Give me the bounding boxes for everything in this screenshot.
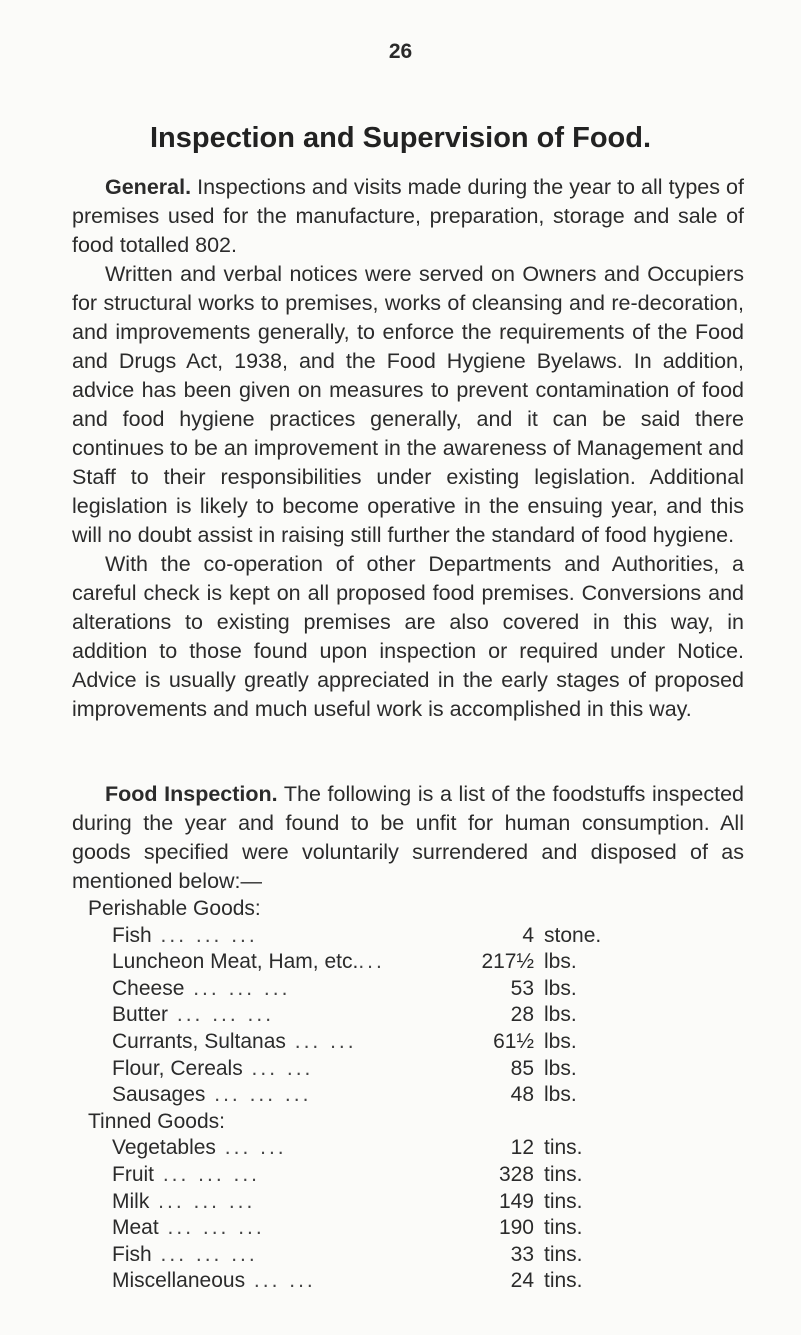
leader-dots: ... ... ... — [168, 1003, 275, 1027]
item-name-text: Currants, Sultanas — [112, 1029, 286, 1053]
food-inspection-text: The following is a list of the foodstuffs inspected during the year and found to be unfit for human consumption. All goods specified were voluntarily surrendered and disposed of as mentioned below:— — [72, 782, 744, 893]
item-name-text: Flour, Cereals — [112, 1056, 243, 1080]
list-item — [88, 923, 728, 950]
item-quantity: 217½ — [481, 950, 534, 974]
leader-dots: ... ... ... — [151, 923, 258, 947]
leader-dots: ... ... ... — [158, 1216, 265, 1240]
item-name — [88, 1029, 474, 1056]
item-quantity: 48 — [510, 1083, 534, 1107]
tinned-heading: Tinned Goods: — [88, 1109, 225, 1133]
item-name-text: Meat — [112, 1216, 159, 1240]
item-name — [88, 1215, 474, 1242]
leader-dots: ... ... ... — [205, 1083, 312, 1107]
list-item — [88, 976, 728, 1003]
general-paragraph — [72, 173, 744, 260]
item-name — [88, 976, 474, 1003]
item-unit: tins. — [544, 1269, 583, 1293]
item-name-text: Vegetables — [112, 1136, 216, 1160]
general-heading: General. — [105, 175, 192, 199]
page-number: 26 — [388, 40, 413, 63]
list-item — [88, 1056, 728, 1083]
item-name — [88, 923, 474, 950]
item-name-text: Butter — [112, 1003, 169, 1027]
item-unit: lbs. — [544, 1083, 577, 1107]
general-text: Inspections and visits made during the year to all types of premises used for the manufacture, preparation, storage and sale of food totalled 802. — [72, 175, 744, 257]
leader-dots: ... ... ... — [154, 1162, 261, 1186]
tinned-list — [88, 1135, 728, 1295]
item-quantity: 190 — [498, 1216, 534, 1240]
item-name — [88, 949, 474, 976]
list-item — [88, 1162, 728, 1189]
item-unit: tins. — [544, 1216, 583, 1240]
leader-dots: ... ... — [242, 1056, 314, 1080]
item-name-text: Sausages — [112, 1083, 206, 1107]
item-unit: tins. — [544, 1162, 583, 1186]
perishable-heading: Perishable Goods: — [88, 897, 261, 920]
item-name-text: Fish — [112, 923, 152, 947]
item-quantity: 61½ — [493, 1029, 534, 1053]
item-quantity: 24 — [510, 1269, 534, 1293]
list-item — [88, 949, 728, 976]
item-unit: lbs. — [544, 1056, 577, 1080]
food-inspection-heading: Food Inspection. — [105, 782, 278, 806]
leader-dots: ... ... ... — [184, 976, 291, 1000]
leader-dots: ... ... — [215, 1136, 287, 1160]
leader-dots: ... ... ... — [151, 1242, 258, 1266]
item-quantity: 53 — [510, 976, 534, 1000]
cooperation-paragraph: With the co-operation of other Departments and Authorities, a careful check is kept on all proposed food premises. Conversions and alterations to existing premises are also covered in this way, in addition to those found upon inspection or required under Notice. Advice is usually greatly appreciated in the early stages of proposed improvements and much useful work is accomplished in this way. — [72, 552, 744, 721]
leader-dots: ... ... — [245, 1269, 316, 1293]
item-unit: lbs. — [544, 1029, 577, 1053]
leader-dots: ... ... ... — [149, 1189, 256, 1213]
item-name — [88, 1082, 474, 1109]
item-name — [88, 1268, 474, 1295]
item-unit: lbs. — [544, 950, 577, 974]
list-item — [88, 1215, 728, 1242]
item-quantity: 149 — [498, 1189, 534, 1213]
list-item — [88, 1268, 728, 1295]
item-name-text: Miscellaneous — [112, 1269, 246, 1293]
item-name — [88, 1135, 474, 1162]
item-name-text: Luncheon Meat, Ham, etc. — [112, 950, 359, 974]
item-name — [88, 1162, 474, 1189]
notices-paragraph: Written and verbal notices were served on Owners and Occupiers for structural works to premises, works of cleansing and re-decoration, and improvements generally, to enforce the requirements of the Food and Drugs Act, 1938, and the Food Hygiene Byelaws. In addition, advice has been given on measures to prevent contamination of food and food hygiene practices generally, and it can be said there continues to be an improvement in the awareness of Management and Staff to their responsibilities under existing legislation. Additional legislation is likely to become operative in the ensuing year, and this will no doubt assist in raising still further the standard of food hygiene. — [72, 262, 744, 547]
item-unit: stone. — [544, 923, 602, 947]
leader-dots: ... ... — [285, 1029, 357, 1053]
item-unit: lbs. — [544, 976, 577, 1000]
item-name — [88, 1242, 474, 1269]
item-unit: tins. — [544, 1242, 583, 1266]
list-item — [88, 1242, 728, 1269]
item-quantity: 4 — [522, 923, 534, 947]
item-unit: lbs. — [544, 1003, 577, 1027]
item-unit: tins. — [544, 1189, 583, 1213]
list-item — [88, 1189, 728, 1216]
item-quantity: 85 — [510, 1056, 534, 1080]
item-unit: tins. — [544, 1136, 583, 1160]
list-item — [88, 1029, 728, 1056]
item-quantity: 28 — [510, 1003, 534, 1027]
item-name-text: Fish — [112, 1242, 152, 1266]
list-item — [88, 1002, 728, 1029]
item-name-text: Milk — [112, 1189, 150, 1213]
item-name-text: Cheese — [112, 976, 185, 1000]
item-quantity: 33 — [510, 1242, 534, 1266]
item-quantity: 328 — [498, 1162, 534, 1186]
food-inspection-paragraph — [72, 780, 744, 896]
page-title: Inspection and Supervision of Food. — [149, 122, 652, 154]
list-item — [88, 1082, 728, 1109]
item-name — [88, 1056, 474, 1083]
list-item — [88, 1135, 728, 1162]
item-name — [88, 1002, 474, 1029]
leader-dots: ... — [358, 950, 385, 974]
foodstuffs-list — [88, 896, 728, 1295]
item-name-text: Fruit — [112, 1162, 154, 1186]
perishable-list — [88, 923, 728, 1109]
item-quantity: 12 — [510, 1136, 534, 1160]
item-name — [88, 1189, 474, 1216]
